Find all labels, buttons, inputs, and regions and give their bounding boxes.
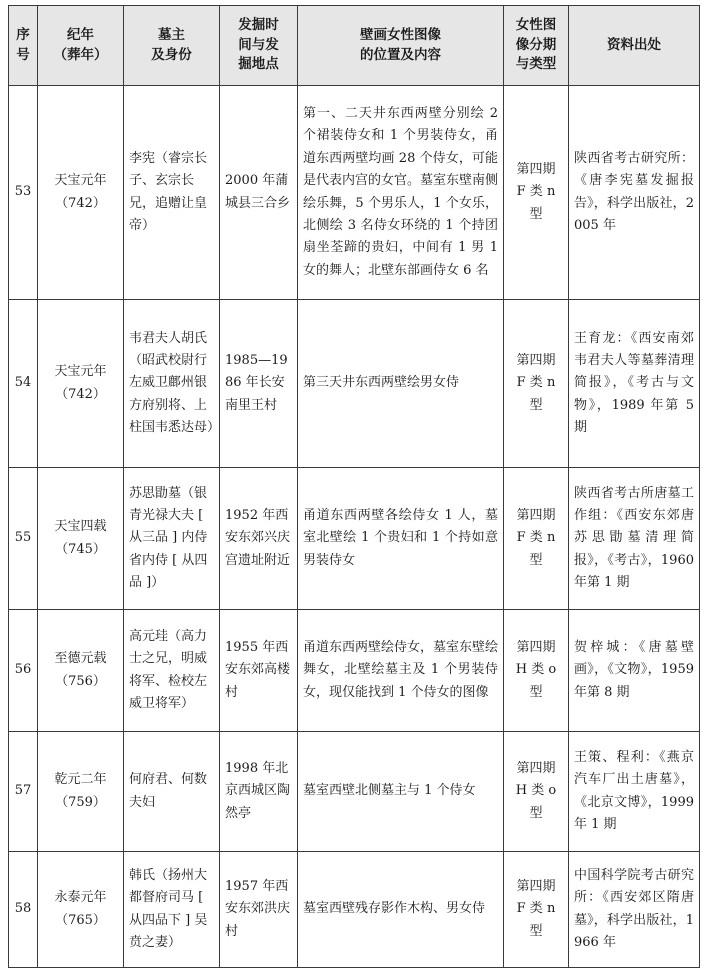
cell-date: 天宝四载 （745） xyxy=(38,468,124,610)
header-row xyxy=(9,6,700,86)
cell-date: 天宝元年 （742） xyxy=(38,300,124,468)
cell-site: 2000 年蒲城县三合乡 xyxy=(220,86,298,300)
cell-date: 乾元二年 （759） xyxy=(38,732,124,852)
header-date: 纪年 （葬年） xyxy=(38,6,124,86)
header-source: 资料出处 xyxy=(569,6,700,86)
cell-no: 55 xyxy=(9,468,38,610)
cell-tomb: 苏思勖墓（银青光禄大夫 [ 从三品 ] 内侍省内侍 [ 从四品 ]） xyxy=(124,468,220,610)
table-row xyxy=(9,468,700,610)
cell-source: 贺梓城：《唐墓壁画》，《文物》，1959 年第 8 期 xyxy=(569,610,700,732)
cell-source: 王育龙：《西安南郊韦君夫人等墓葬清理简报》，《考古与文物》，1989 年第 5 期 xyxy=(569,300,700,468)
cell-type: 第四期 F 类 n 型 xyxy=(504,852,569,968)
header-mural: 壁画女性图像 的位置及内容 xyxy=(298,6,504,86)
cell-tomb: 何府君、何数夫妇 xyxy=(124,732,220,852)
cell-tomb: 韦君夫人胡氏（昭武校尉行左威卫鄜州银方府别将、上柱国韦悉达母） xyxy=(124,300,220,468)
cell-site: 1985—1986 年长安南里王村 xyxy=(220,300,298,468)
cell-no: 54 xyxy=(9,300,38,468)
cell-mural: 墓室西壁残存影作木构、男女侍 xyxy=(298,852,504,968)
cell-site: 1955 年西安东郊高楼村 xyxy=(220,610,298,732)
table-body xyxy=(9,86,700,968)
cell-site: 1952 年西安东郊兴庆宫遗址附近 xyxy=(220,468,298,610)
table-row xyxy=(9,86,700,300)
header-type: 女性图 像分期 与类型 xyxy=(504,6,569,86)
cell-type: 第四期 H 类 o 型 xyxy=(504,610,569,732)
cell-no: 53 xyxy=(9,86,38,300)
cell-mural: 墓室西壁北侧墓主与 1 个侍女 xyxy=(298,732,504,852)
table-header xyxy=(9,6,700,86)
cell-mural: 第三天井东西两壁绘男女侍 xyxy=(298,300,504,468)
cell-tomb: 高元珪（高力士之兄，明威将军、检校左威卫将军） xyxy=(124,610,220,732)
cell-date: 至德元载 （756） xyxy=(38,610,124,732)
cell-no: 58 xyxy=(9,852,38,968)
tomb-mural-table xyxy=(8,5,700,968)
header-site: 发掘时 间与发 掘地点 xyxy=(220,6,298,86)
cell-site: 1998 年北京西城区陶然亭 xyxy=(220,732,298,852)
table-row xyxy=(9,300,700,468)
cell-tomb: 韩氏（扬州大都督府司马 [ 从四品下 ] 吴贲之妻） xyxy=(124,852,220,968)
cell-no: 57 xyxy=(9,732,38,852)
cell-mural: 甬道东西两壁绘侍女，墓室东壁绘舞女，北壁绘墓主及 1 个男装侍女，现仅能找到 1 个侍女的图像 xyxy=(298,610,504,732)
cell-source: 陕西省考古研究所：《唐李宪墓发掘报告》，科学出版社，2005 年 xyxy=(569,86,700,300)
cell-mural: 第一、二天井东西两壁分别绘 2 个裙装侍女和 1 个男装侍女，甬道东西两壁均画 28 个侍女，可能是代表内宫的女官。墓室东壁南侧绘乐舞，5 个男乐人，1 个女乐，北侧绘 3 名侍女环绕的 1 个持团扇坐荃蹄的贵妇，中间有 1 男 1 女的舞人；北壁东部画侍女 6 名 xyxy=(298,86,504,300)
cell-date: 天宝元年 （742） xyxy=(38,86,124,300)
header-tomb: 墓主 及身份 xyxy=(124,6,220,86)
cell-type: 第四期 H 类 o 型 xyxy=(504,732,569,852)
cell-no: 56 xyxy=(9,610,38,732)
cell-source: 王策、程利：《燕京汽车厂出土唐墓》，《北京文博》，1999 年 1 期 xyxy=(569,732,700,852)
table-row xyxy=(9,852,700,968)
cell-type: 第四期 F 类 n 型 xyxy=(504,468,569,610)
cell-mural: 甬道东西两壁各绘侍女 1 人，墓室北壁绘 1 个贵妇和 1 个持如意男装侍女 xyxy=(298,468,504,610)
cell-type: 第四期 F 类 n 型 xyxy=(504,86,569,300)
cell-date: 永泰元年 （765） xyxy=(38,852,124,968)
cell-site: 1957 年西安东郊洪庆村 xyxy=(220,852,298,968)
cell-type: 第四期 F 类 n 型 xyxy=(504,300,569,468)
table-row xyxy=(9,732,700,852)
table-row xyxy=(9,610,700,732)
header-no: 序 号 xyxy=(9,6,38,86)
cell-tomb: 李宪（睿宗长子、玄宗长兄，追赠让皇帝） xyxy=(124,86,220,300)
cell-source: 陕西省考古所唐墓工作组：《西安东郊唐苏思勖墓清理简报》，《考古》，1960 年第 1 期 xyxy=(569,468,700,610)
cell-source: 中国科学院考古研究所：《西安郊区隋唐墓》，科学出版社，1966 年 xyxy=(569,852,700,968)
